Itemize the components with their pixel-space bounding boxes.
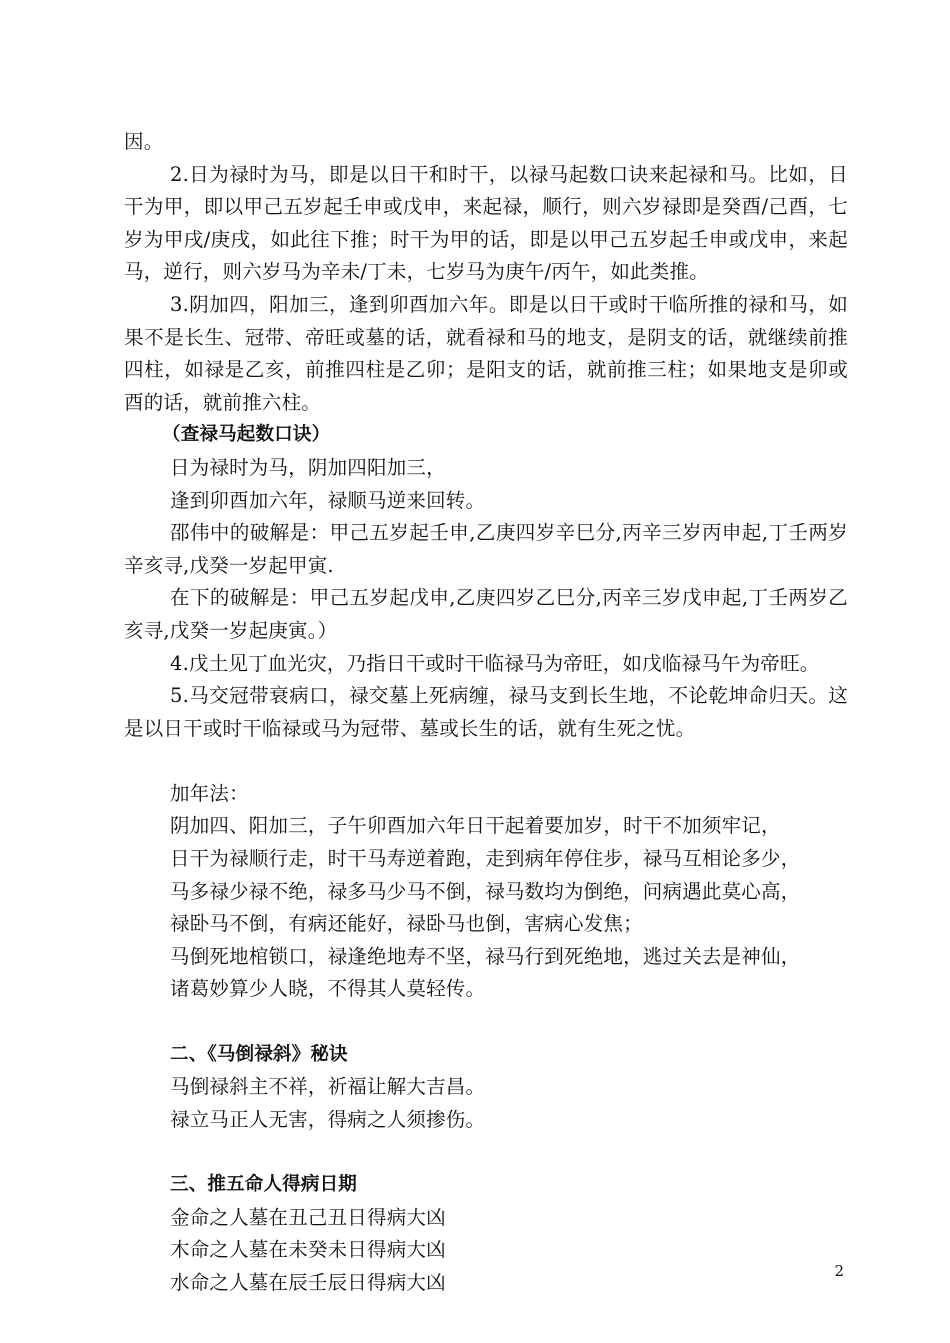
blank-line: [124, 1136, 848, 1169]
my-explanation: 在下的破解是：甲己五岁起戊申,乙庚四岁乙巳分,丙辛三岁戊申起,丁壬两岁乙亥寻,戊癸一岁起庚寅。）: [124, 586, 848, 642]
koujue-line-2: 逢到卯酉加六年，禄顺马逆来回转。: [170, 488, 486, 512]
list-item: 木命之人墓在未癸未日得病大凶: [170, 1238, 446, 1262]
verse-line: 马多禄少禄不绝，禄多马少马不倒，禄马数均为倒绝，问病遇此莫心高，: [170, 879, 801, 903]
item-5-paragraph: 5.马交冠带衰病口，禄交墓上死病缠，禄马支到长生地，不论乾坤命归天。这是以日干或时干临禄或马为冠带、墓或长生的话，就有生死之忧。: [124, 684, 848, 740]
paragraph-continuation: 因。: [124, 130, 164, 153]
blank-line: [124, 1006, 848, 1039]
jianian-verse: [124, 810, 848, 1006]
koujue-title: （查禄马起数口诀）: [162, 424, 331, 446]
list-item: 金命之人墓在丑己丑日得病大凶: [170, 1205, 446, 1229]
verse-line: 禄卧马不倒，有病还能好，禄卧马也倒，害病心发焦；: [170, 912, 643, 936]
koujue-line-1: 日为禄时为马，阴加四阳加三，: [170, 455, 446, 479]
verse-line: 日干为禄顺行走，时干马寿逆着跑，走到病年停住步，禄马互相论多少，: [170, 847, 801, 871]
page-number: 2: [834, 1262, 844, 1280]
verse-line: 禄立马正人无害，得病之人须掺伤。: [170, 1107, 486, 1131]
section-2-verse: [124, 1071, 848, 1136]
verse-line: 马倒死地棺锁口，禄逢绝地寿不坚，禄马行到死绝地，逃过关去是神仙，: [170, 944, 801, 968]
shao-explanation: 邵伟中的破解是：甲己五岁起壬申,乙庚四岁辛巳分,丙辛三岁丙申起,丁壬两岁辛亥寻,戊癸一岁起甲寅.: [124, 521, 848, 577]
section-3-title: 三、推五命人得病日期: [170, 1174, 358, 1195]
verse-line: 阴加四、阳加三，子午卯酉加六年日干起着要加岁，时干不加须牢记，: [170, 814, 781, 838]
section-2-title: 二、《马倒禄斜》秘诀: [170, 1043, 348, 1065]
item-3-paragraph: 3.阴加四，阳加三，逢到卯酉加六年。即是以日干或时干临所推的禄和马，如果不是长生、冠带、帝旺或墓的话，就看禄和马的地支，是阴支的话，就继续前推四柱，如禄是乙亥，前推四柱是乙卯；是阳支的话，就前推三柱；如果地支是卯或酉的话，就前推六柱。: [124, 292, 848, 414]
document-body: [124, 126, 848, 1299]
item-2-paragraph: 2.日为禄时为马，即是以日干和时干，以禄马起数口诀来起禄和马。比如，日干为甲，即以甲己五岁起壬申或戊申，来起禄，顺行，则六岁禄即是癸酉/己酉，七岁为甲戌/庚戌，如此往下推；时干为甲的话，即是以甲己五岁起壬申或戊申，来起马，逆行，则六岁马为辛未/丁未，七岁马为庚午/丙午，如此类推。: [124, 162, 848, 284]
verse-line: 马倒禄斜主不祥，祈福让解大吉昌。: [170, 1075, 486, 1099]
list-item: 水命之人墓在辰壬辰日得病大凶: [170, 1270, 446, 1294]
jianian-title: 加年法：: [170, 781, 249, 805]
section-3-list: [124, 1202, 848, 1300]
blank-line: [124, 745, 848, 778]
verse-line: 诸葛妙算少人晓，不得其人莫轻传。: [170, 977, 486, 1001]
item-4-paragraph: 4.戊土见丁血光灾，乃指日干或时干临禄马为帝旺，如戊临禄马午为帝旺。: [170, 651, 820, 675]
